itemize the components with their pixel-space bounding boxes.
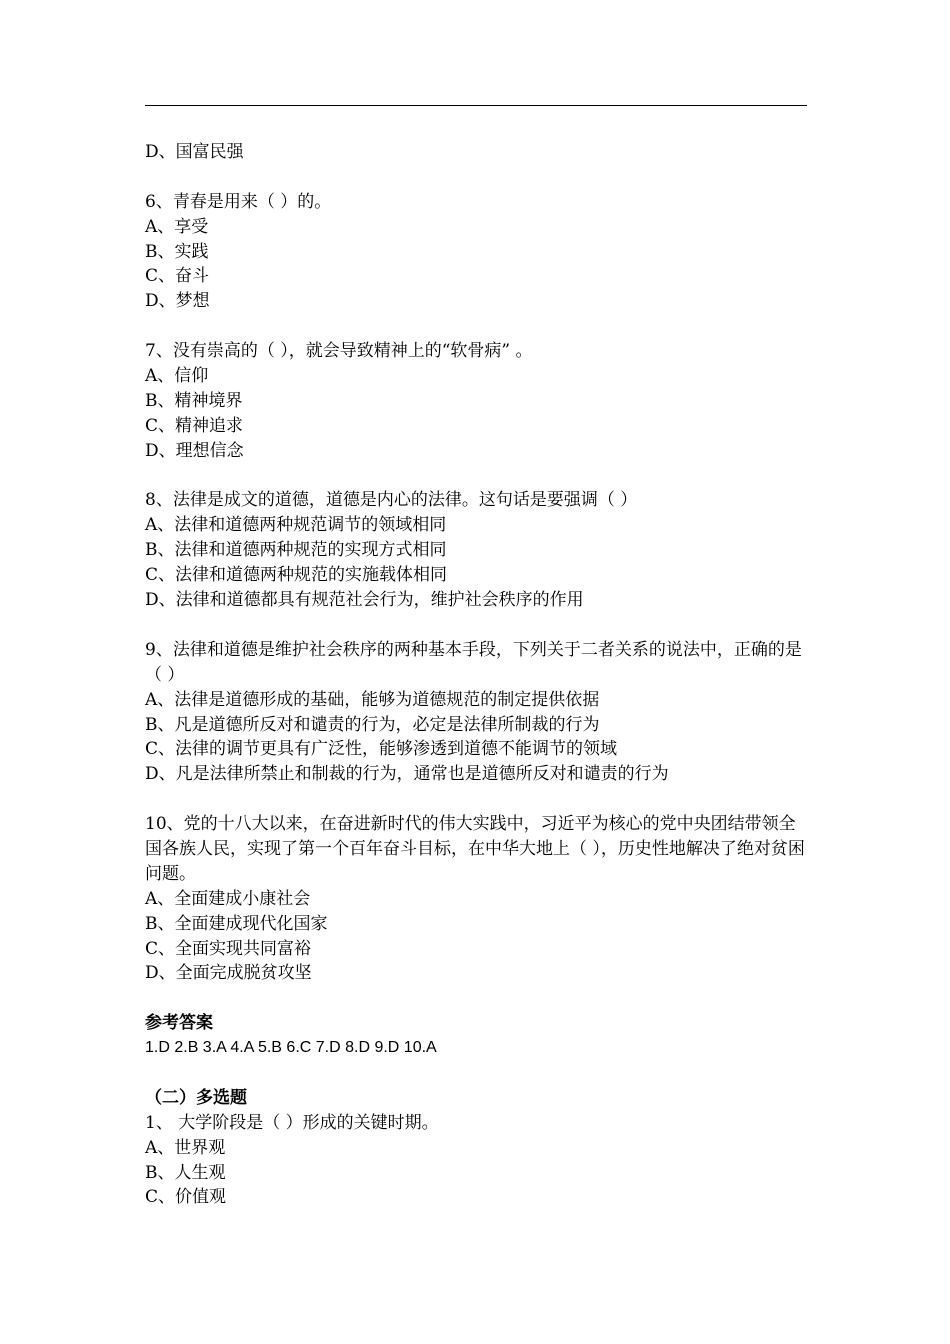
option-b: B、实践 xyxy=(145,241,209,262)
question-stem: 7、没有崇高的（ ），就会导致精神上的“软骨病” 。 xyxy=(145,341,533,362)
question-7 xyxy=(145,339,807,463)
option-5d: D、国富民强 xyxy=(145,142,244,162)
option-a: A、法律和道德两种规范调节的领域相同 xyxy=(145,515,447,536)
page-content xyxy=(145,140,807,1210)
question-9 xyxy=(145,638,807,787)
option-b: B、人生观 xyxy=(145,1162,226,1183)
option-c: C、价值观 xyxy=(145,1187,227,1208)
option-d: D、梦想 xyxy=(145,291,210,312)
question-8 xyxy=(145,488,807,612)
option-b: B、全面建成现代化国家 xyxy=(145,913,328,934)
answer-title: 参考答案 xyxy=(145,1013,213,1033)
option-a: A、全面建成小康社会 xyxy=(145,888,311,909)
option-d: D、凡是法律所禁止和制裁的行为，通常也是道德所反对和谴责的行为 xyxy=(145,764,669,785)
option-c: C、法律和道德两种规范的实施载体相同 xyxy=(145,565,448,586)
option-d: D、理想信念 xyxy=(145,440,244,461)
question-stem: 9、法律和道德是维护社会秩序的两种基本手段，下列关于二者关系的说法中，正确的是（ ） xyxy=(145,639,802,685)
option-b: B、凡是道德所反对和谴责的行为，必定是法律所制裁的行为 xyxy=(145,714,600,735)
question-stem: 10、党的十八大以来，在奋进新时代的伟大实践中，习近平为核心的党中央团结带领全国各族人民，实现了第一个百年奋斗目标，在中华大地上（ ），历史性地解决了绝对贫困问题。 xyxy=(145,814,805,884)
option-b: B、法律和道德两种规范的实现方式相同 xyxy=(145,540,447,561)
question-stem: 1、 大学阶段是（ ）形成的关键时期。 xyxy=(145,1112,439,1133)
multi-choice-section xyxy=(145,1086,807,1210)
option-a: A、法律是道德形成的基础，能够为道德规范的制定提供依据 xyxy=(145,689,600,710)
question-10 xyxy=(145,812,807,986)
answer-key: 1.D 2.B 3.A 4.A 5.B 6.C 7.D 8.D 9.D 10.A xyxy=(145,1039,437,1057)
option-b: B、精神境界 xyxy=(145,390,243,411)
option-d: D、法律和道德都具有规范社会行为，维护社会秩序的作用 xyxy=(145,590,584,611)
option-c: C、奋斗 xyxy=(145,266,210,287)
option-c: C、法律的调节更具有广泛性，能够渗透到道德不能调节的领域 xyxy=(145,739,618,760)
question-stem: 6、青春是用来（ ）的。 xyxy=(145,191,332,212)
section-title: （二）多选题 xyxy=(145,1087,247,1107)
option-a: A、世界观 xyxy=(145,1137,226,1158)
header-rule xyxy=(145,105,807,106)
option-d: D、全面完成脱贫攻坚 xyxy=(145,963,312,984)
option-a: A、信仰 xyxy=(145,366,209,387)
option-c: C、精神追求 xyxy=(145,415,244,436)
option-a: A、享受 xyxy=(145,216,209,237)
answer-section xyxy=(145,1011,807,1061)
option-c: C、全面实现共同富裕 xyxy=(145,938,312,959)
question-6 xyxy=(145,190,807,314)
question-stem: 8、法律是成文的道德，道德是内心的法律。这句话是要强调（ ） xyxy=(145,490,638,511)
